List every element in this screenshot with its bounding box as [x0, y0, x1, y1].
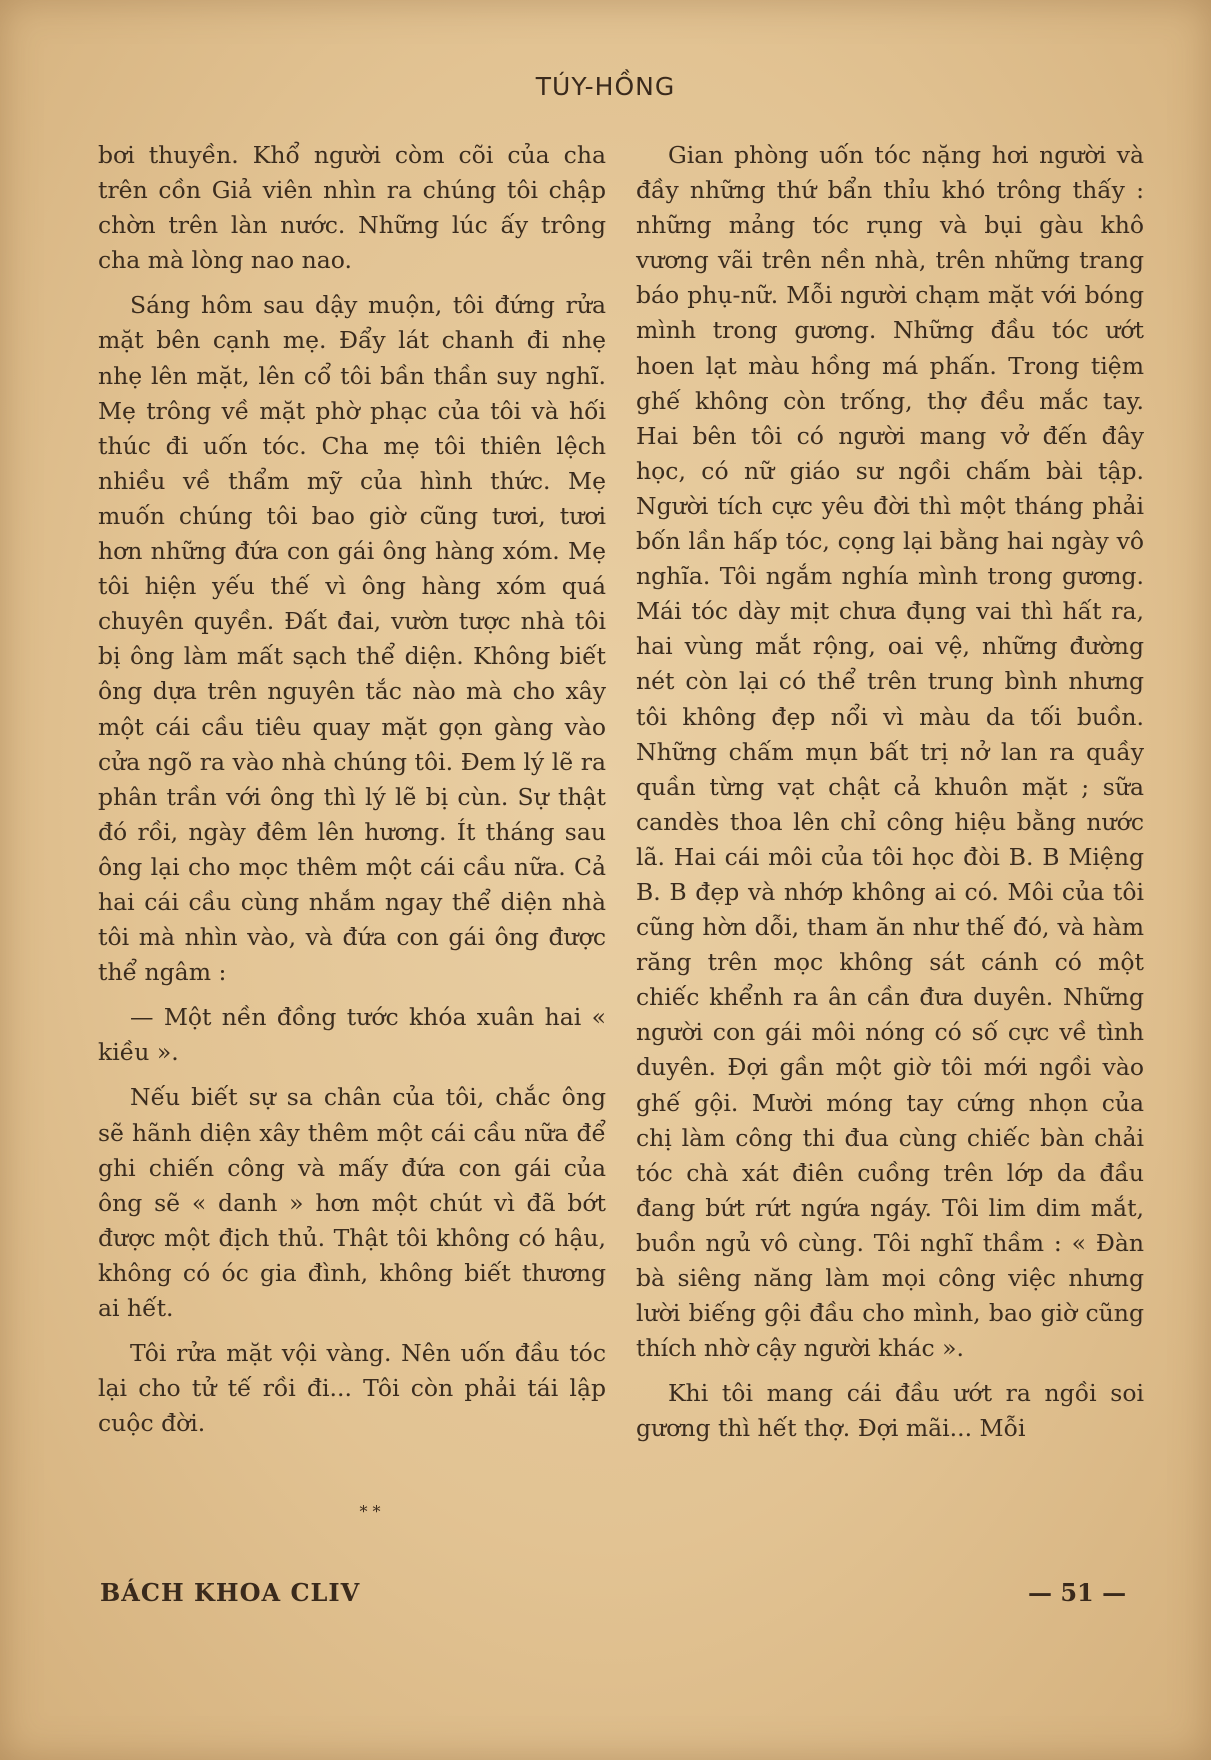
right-column: [636, 138, 1144, 1456]
left-paragraph-1: bơi thuyền. Khổ người còm cõi của cha trên cồn Giả viên nhìn ra chúng tôi chập chờn trên làn nước. Những lúc ấy trông cha mà lòng nao nao.: [98, 141, 606, 275]
left-paragraph-3: — Một nền đồng tước khóa xuân hai « kiều ».: [98, 1003, 606, 1067]
section-ornament: * *: [359, 1502, 381, 1521]
running-header: TÚY-HỒNG: [535, 72, 676, 101]
left-paragraph-4: Nếu biết sự sa chân của tôi, chắc ông sẽ hãnh diện xây thêm một cái cầu nữa để ghi chiến công và mấy đứa con gái của ông sẽ « danh » hơn một chút vì đã bớt được một địch thủ. Thật tôi không có hậu, không có óc gia đình, không biết thương ai hết.: [98, 1083, 606, 1322]
right-paragraph-2: Khi tôi mang cái đầu ướt ra ngồi soi gương thì hết thợ. Đợi mãi... Mỗi: [636, 1379, 1144, 1443]
left-column: [98, 138, 606, 1451]
footer-publication: BÁCH KHOA CLIV: [100, 1578, 361, 1607]
left-paragraph-5: Tôi rửa mặt vội vàng. Nên uốn đầu tóc lại cho tử tế rồi đi... Tôi còn phải tái lập cuộc đời.: [98, 1339, 606, 1438]
footer-page-number: — 51 —: [1028, 1578, 1127, 1607]
left-paragraph-2: Sáng hôm sau dậy muộn, tôi đứng rửa mặt bên cạnh mẹ. Đẩy lát chanh đi nhẹ nhẹ lên mặt, lên cổ tôi bần thần suy nghĩ. Mẹ trông về mặt phờ phạc của tôi và hối thúc đi uốn tóc. Cha mẹ tôi thiên lệch nhiều về thẩm mỹ của hình thức. Mẹ muốn chúng tôi bao giờ cũng tươi, tươi hơn những đứa con gái ông hàng xóm. Mẹ tôi hiện yếu thế vì ông hàng xóm quá chuyên quyền. Đất đai, vườn tược nhà tôi bị ông làm mất sạch thể diện. Không biết ông dựa trên nguyên tắc nào mà cho xây một cái cầu tiêu quay mặt gọn gàng vào cửa ngõ ra vào nhà chúng tôi. Đem lý lẽ ra phân trần với ông thì lý lẽ bị cùn. Sự thật đó rồi, ngày đêm lên hương. Ít tháng sau ông lại cho mọc thêm một cái cầu nữa. Cả hai cái cầu cùng nhắm ngay thể diện nhà tôi mà nhìn vào, và đứa con gái ông được thể ngâm :: [98, 291, 606, 987]
right-paragraph-1: Gian phòng uốn tóc nặng hơi người và đầy những thứ bẩn thỉu khó trông thấy : những mảng tóc rụng và bụi gàu khô vương vãi trên nền nhà, trên những trang báo phụ-nữ. Mỗi người chạm mặt với bóng mình trong gương. Những đầu tóc ướt hoen lạt màu hồng má phấn. Trong tiệm ghế không còn trống, thợ đều mắc tay. Hai bên tôi có người mang vở đến đây học, có nữ giáo sư ngồi chấm bài tập. Người tích cực yêu đời thì một tháng phải bốn lần hấp tóc, cọng lại bằng hai ngày vô nghĩa. Tôi ngắm nghía mình trong gương. Mái tóc dày mịt chưa đụng vai thì hất ra, hai vùng mắt rộng, oai vệ, những đường nét còn lại có thể trên trung bình nhưng tôi không đẹp nổi vì màu da tối buồn. Những chấm mụn bất trị nở lan ra quầy quần từng vạt chật cả khuôn mặt ; sữa candès thoa lên chỉ công hiệu bằng nước lã. Hai cái môi của tôi học đòi B. B Miệng B. B đẹp và nhớp không ai có. Môi của tôi cũng hờn dỗi, tham ăn như thế đó, và hàm răng trên mọc không sát cánh có một chiếc khểnh ra ân cần đưa duyên. Những người con gái môi nóng có số cực về tình duyên. Đợi gần một giờ tôi mới ngồi vào ghế gội. Mười móng tay cứng nhọn của chị làm công thi đua cùng chiếc bàn chải tóc chà xát điên cuồng trên lớp da đầu đang bứt rứt ngứa ngáy. Tôi lim dim mắt, buồn ngủ vô cùng. Tôi nghĩ thầm : « Đàn bà siêng năng làm mọi công việc nhưng lười biếng gội đầu cho mình, bao giờ cũng thích nhờ cậy người khác ».: [636, 141, 1144, 1363]
